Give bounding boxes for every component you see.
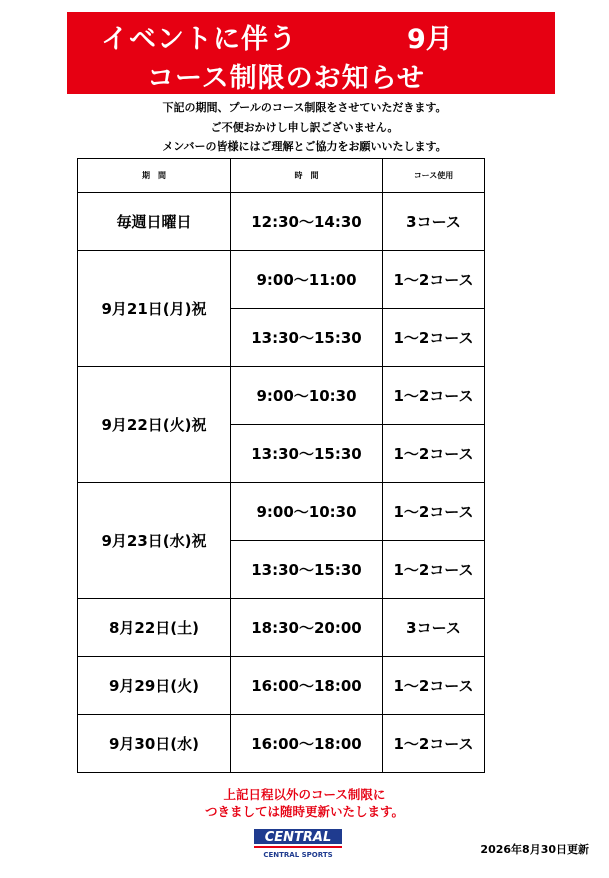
- courses-cell: 1～2コース: [383, 367, 485, 425]
- table-row: [78, 193, 485, 251]
- intro-line-1: 下記の期間、プールのコース制限をさせていただきます。: [162, 101, 447, 114]
- schedule-table: [77, 158, 485, 773]
- courses-cell: 3コース: [383, 193, 485, 251]
- period-cell: 9月22日(火)祝: [78, 367, 231, 483]
- period-cell: 9月30日(水): [78, 715, 231, 773]
- courses-cell: 1～2コース: [383, 657, 485, 715]
- table-row: [78, 251, 485, 309]
- table-row: [78, 657, 485, 715]
- header-period: 期 間: [78, 159, 231, 193]
- time-cell: 18:30～20:00: [231, 599, 383, 657]
- courses-cell: 1～2コース: [383, 251, 485, 309]
- table-header-row: [78, 159, 485, 193]
- table-row: [78, 599, 485, 657]
- title-month: 9月: [407, 24, 453, 55]
- time-cell: 13:30～15:30: [231, 541, 383, 599]
- footer-note-line-1: 上記日程以外のコース制限に: [223, 787, 386, 802]
- table-row: [78, 715, 485, 773]
- time-cell: 12:30～14:30: [231, 193, 383, 251]
- table-row: [78, 483, 485, 541]
- time-cell: 16:00～18:00: [231, 715, 383, 773]
- period-cell: 8月22日(土): [78, 599, 231, 657]
- time-cell: 13:30～15:30: [231, 309, 383, 367]
- logo-subtext: CENTRAL SPORTS: [263, 851, 333, 859]
- header-time: 時 間: [231, 159, 383, 193]
- title-line2: コース制限のお知らせ: [147, 63, 425, 94]
- central-sports-logo: [252, 824, 344, 860]
- title-banner: [67, 12, 555, 94]
- header-courses: コース使用: [383, 159, 485, 193]
- period-cell: 9月21日(月)祝: [78, 251, 231, 367]
- courses-cell: 1～2コース: [383, 425, 485, 483]
- logo-wordmark: CENTRAL: [264, 830, 332, 845]
- courses-cell: 1～2コース: [383, 309, 485, 367]
- logo-stripe: [254, 846, 342, 848]
- time-cell: 13:30～15:30: [231, 425, 383, 483]
- courses-cell: 1～2コース: [383, 715, 485, 773]
- courses-cell: 3コース: [383, 599, 485, 657]
- period-cell: 毎週日曜日: [78, 193, 231, 251]
- time-cell: 16:00～18:00: [231, 657, 383, 715]
- intro-line-3: メンバーの皆様にはご理解とご協力をお願いいたします。: [162, 140, 447, 153]
- table-row: [78, 367, 485, 425]
- intro-line-2: ご不便おかけし申し訳ございません。: [210, 121, 399, 134]
- updated-date: 2026年8月30日更新: [480, 843, 589, 856]
- footer-note-line-2: つきましては随時更新いたします。: [204, 804, 404, 819]
- time-cell: 9:00～10:30: [231, 483, 383, 541]
- courses-cell: 1～2コース: [383, 541, 485, 599]
- time-cell: 9:00～11:00: [231, 251, 383, 309]
- period-cell: 9月29日(火): [78, 657, 231, 715]
- courses-cell: 1～2コース: [383, 483, 485, 541]
- time-cell: 9:00～10:30: [231, 367, 383, 425]
- title-line1: イベントに伴う: [101, 24, 297, 55]
- period-cell: 9月23日(水)祝: [78, 483, 231, 599]
